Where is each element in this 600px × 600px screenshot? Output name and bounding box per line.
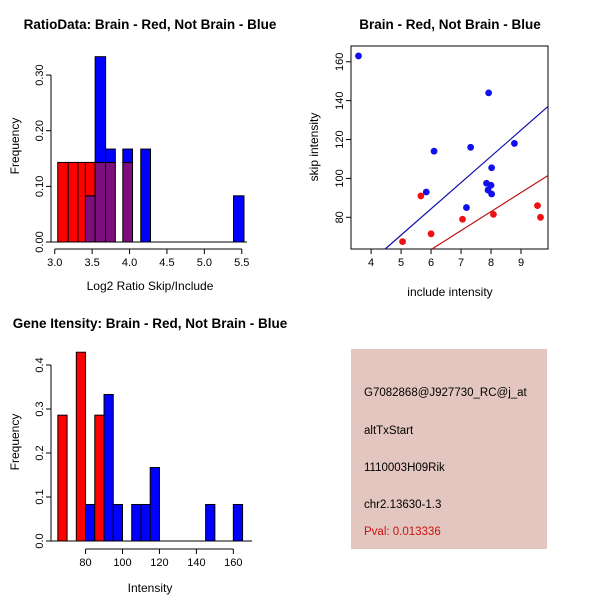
gene-hist-title: Gene Itensity: Brain - Red, Not Brain - Blue — [12, 316, 288, 331]
gene_hist-y-tick-label: 0.1 — [34, 489, 46, 505]
ratio_hist-bar-segment — [123, 149, 133, 162]
scatter-point-not-brain — [488, 164, 495, 171]
ratio_hist-bar-segment — [234, 196, 244, 242]
ratio_hist-x-tick-label: 5.5 — [234, 257, 250, 269]
gene-hist-ylabel: Frequency — [8, 413, 22, 471]
scatter-x-tick-label: 4 — [368, 257, 375, 269]
gene_hist-x-tick-label: 140 — [187, 557, 206, 569]
scatter-point-brain — [399, 238, 406, 245]
info-event-type: altTxStart — [364, 425, 414, 437]
ratio_hist-bar-segment — [78, 162, 85, 242]
ratio_hist-bar-segment — [123, 162, 133, 242]
gene_hist-bar-segment — [95, 415, 104, 541]
ratio_hist-x-tick-label: 5.0 — [196, 257, 213, 269]
scatter-point-brain — [490, 211, 497, 218]
ratio_hist-bar-segment — [58, 162, 68, 242]
scatter-point-not-brain — [355, 53, 362, 60]
scatter-point-brain — [459, 216, 466, 223]
gene_hist-bar-segment — [104, 394, 113, 541]
gene_hist-x-tick-label: 120 — [150, 557, 169, 569]
info-panel — [351, 349, 547, 549]
scatter-frame — [351, 46, 548, 249]
ratio-hist-title: RatioData: Brain - Red, Not Brain - Blue — [23, 17, 277, 32]
ratio_hist-bar-segment — [68, 162, 78, 242]
gene_hist-bar-segment — [150, 468, 159, 541]
scatter-point-not-brain — [467, 144, 474, 151]
ratio_hist-bar-segment — [141, 149, 151, 242]
scatter-y-tick-label: 100 — [334, 169, 346, 188]
ratio_hist-x-tick-label: 3.5 — [84, 257, 100, 269]
gene-hist-xlabel: Intensity — [127, 581, 173, 595]
info-probe-id: G7082868@J927730_RC@j_at — [364, 387, 527, 399]
scatter-point-brain — [417, 193, 424, 200]
ratio_hist-bar-segment — [106, 162, 116, 242]
scatter-point-not-brain — [463, 204, 470, 211]
ratio_hist-plot — [34, 57, 249, 269]
gene_hist-x-tick-label: 100 — [113, 557, 132, 569]
gene_hist-bar-segment — [86, 504, 95, 541]
gene_hist-y-tick-label: 0.0 — [34, 533, 46, 549]
ratio_hist-bar-segment — [106, 149, 116, 162]
ratio_hist-bar-segment — [85, 162, 95, 195]
scatter-point-brain — [537, 214, 544, 221]
ratio_hist-y-tick-label: 0.10 — [34, 175, 46, 198]
gene_hist-y-tick-label: 0.4 — [34, 357, 46, 373]
scatter-point-brain — [428, 230, 435, 237]
scatter-x-tick-label: 6 — [427, 257, 435, 269]
scatter-title: Brain - Red, Not Brain - Blue — [359, 17, 541, 32]
gene_hist-x-tick-label: 80 — [79, 557, 92, 569]
ratio-hist-xlabel: Log2 Ratio Skip/Include — [86, 279, 214, 293]
ratio_hist-y-tick-label: 0.30 — [34, 64, 46, 86]
ratio-hist-ylabel: Frequency — [8, 117, 22, 175]
info-locus: chr2.13630-1.3 — [364, 499, 442, 511]
ratio_hist-x-tick-label: 4.0 — [121, 257, 138, 269]
gene_hist-y-tick-label: 0.3 — [34, 401, 46, 417]
scatter-point-not-brain — [511, 140, 518, 147]
gene_hist-x-tick-label: 160 — [224, 557, 243, 569]
gene_hist-plot — [34, 352, 252, 569]
scatter-point-not-brain — [485, 89, 492, 96]
scatter-x-tick-label: 7 — [457, 257, 465, 269]
ratio_hist-x-tick-label: 3.0 — [47, 257, 63, 269]
scatter-y-tick-label: 140 — [334, 91, 346, 110]
scatter-x-tick-label: 5 — [398, 257, 405, 269]
ratio_hist-bar-segment — [85, 196, 95, 242]
scatter-point-not-brain — [431, 148, 438, 155]
scatter-xlabel: include intensity — [407, 285, 493, 299]
scatter-point-not-brain — [488, 191, 495, 198]
gene_hist-bar-segment — [206, 504, 215, 541]
ratio_hist-y-tick-label: 0.00 — [34, 231, 46, 253]
gene_hist-bar-segment — [76, 352, 85, 541]
gene_hist-bar-segment — [141, 504, 150, 541]
ratio_hist-bar-segment — [95, 162, 105, 242]
scatter-x-tick-label: 9 — [517, 257, 525, 269]
scatter-ylabel: skip intensity — [307, 112, 321, 182]
gene_hist-bar-segment — [113, 504, 122, 541]
scatter-y-tick-label: 120 — [334, 130, 346, 149]
gene_hist-bar-segment — [233, 504, 242, 541]
gene_hist-bar-segment — [132, 504, 141, 541]
scatter-plot — [334, 46, 548, 269]
scatter-y-tick-label: 80 — [334, 211, 346, 224]
ratio_hist-x-tick-label: 4.5 — [159, 257, 175, 269]
gene_hist-bar-segment — [58, 415, 67, 541]
scatter-y-tick-label: 160 — [334, 52, 346, 71]
info-pvalue: Pval: 0.013336 — [364, 526, 441, 538]
scatter-x-tick-label: 8 — [487, 257, 495, 269]
info-gene-symbol: 1110003H09Rik — [364, 462, 445, 474]
ratio_hist-bar-segment — [95, 57, 105, 163]
gene_hist-y-tick-label: 0.2 — [34, 445, 46, 461]
ratio_hist-y-tick-label: 0.20 — [34, 119, 46, 142]
scatter-point-brain — [534, 202, 541, 209]
